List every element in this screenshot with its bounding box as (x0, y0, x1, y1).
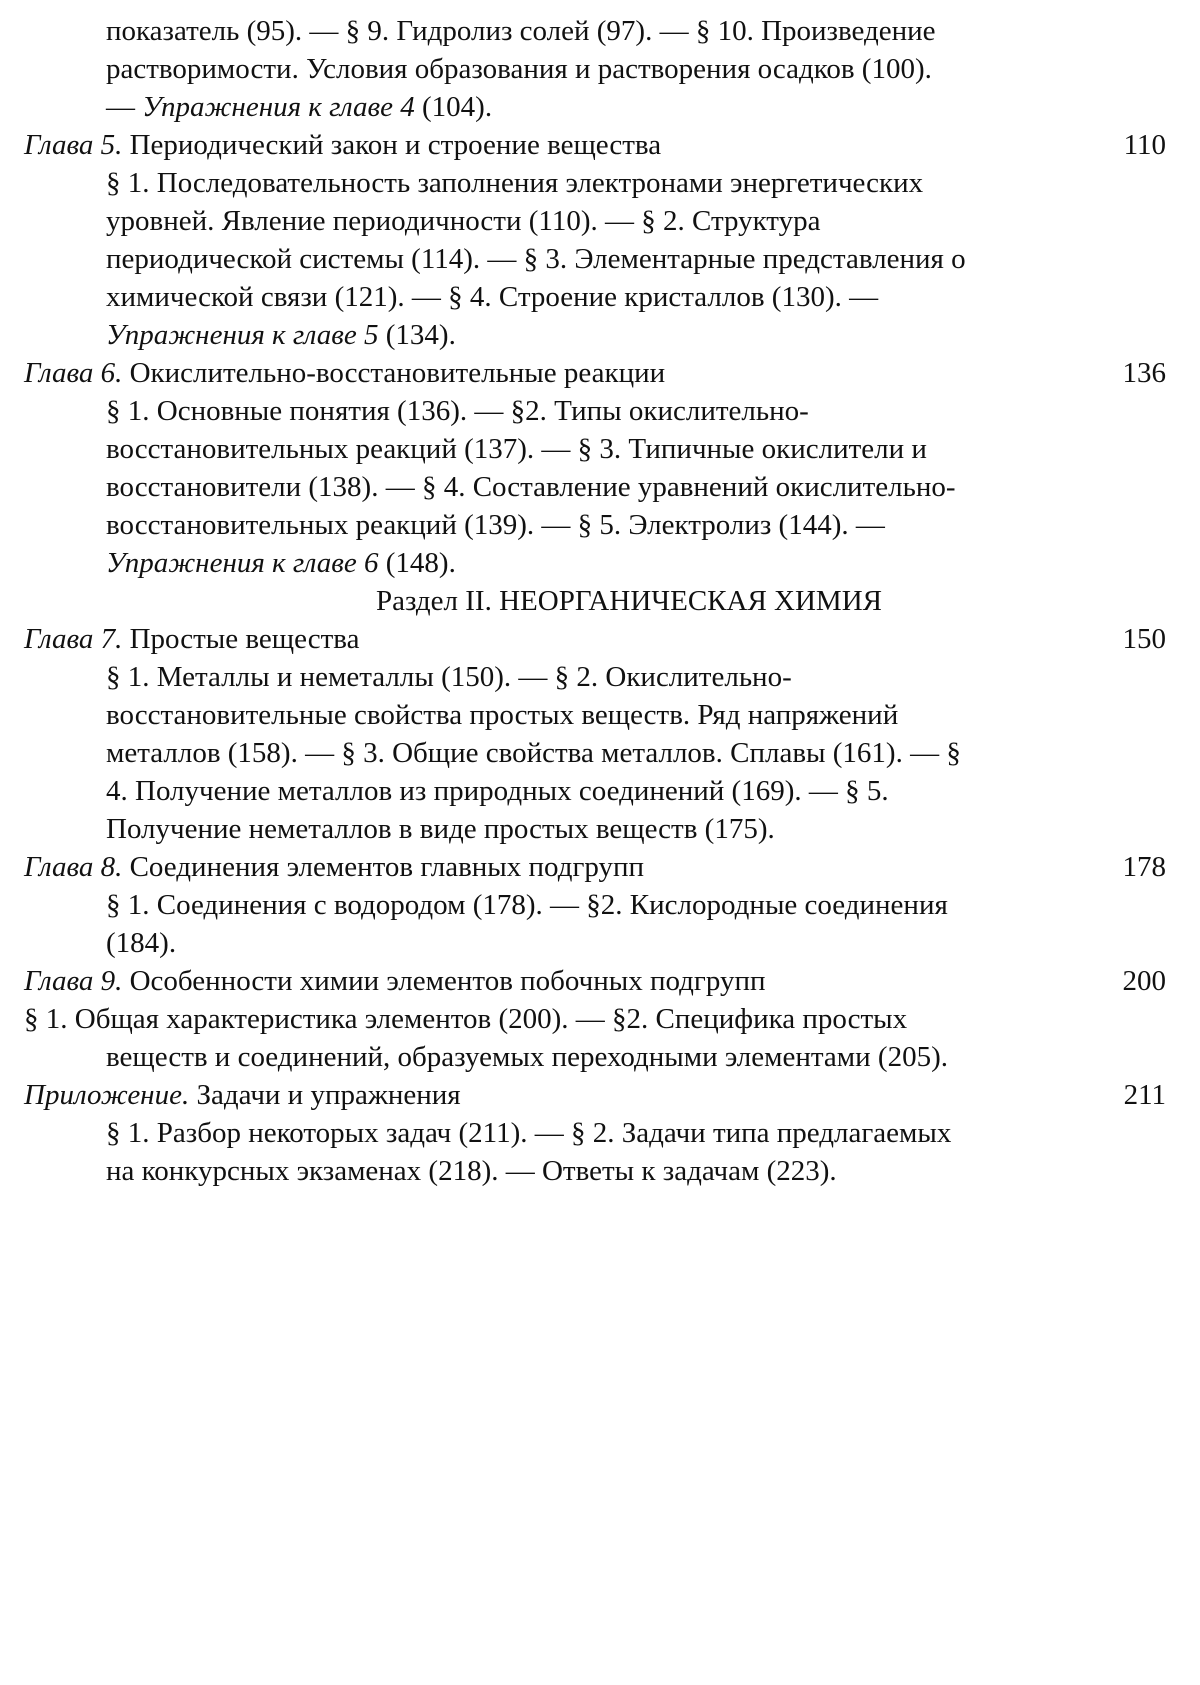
chapter-6-heading (24, 354, 1174, 392)
toc-line: Получение неметаллов в виде простых веществ (175). (106, 813, 775, 845)
toc-line: § 1. Соединения с водородом (178). — §2. Кислородные соединения (106, 889, 948, 921)
chapter-label: Глава 8. (24, 851, 123, 883)
appendix-title: Задачи и упражнения (189, 1079, 461, 1111)
exercise-page: (148). (378, 547, 456, 579)
toc-exercise-line (24, 544, 1174, 582)
chapter-7-heading (24, 620, 1174, 658)
toc-line: металлов (158). — § 3. Общие свойства металлов. Сплавы (161). — § (106, 737, 961, 769)
appendix-label: Приложение. (24, 1079, 190, 1111)
toc-line: химической связи (121). — § 4. Строение кристаллов (130). — (106, 281, 879, 313)
table-of-contents (24, 12, 1174, 1190)
chapter-8-heading (24, 848, 1174, 886)
chapter-5-heading (24, 126, 1174, 164)
chapter-label: Глава 7. (24, 623, 123, 655)
toc-line: § 1. Последовательность заполнения электронами энергетических (106, 167, 924, 199)
chapter-title: Периодический закон и строение вещества (122, 129, 662, 161)
chapter-label: Глава 6. (24, 357, 123, 389)
exercise-label: Упражнения к главе 4 (142, 91, 415, 123)
toc-line: восстановительных реакций (137). — § 3. Типичные окислители и (106, 433, 927, 465)
toc-line: периодической системы (114). — § 3. Элементарные представления о (106, 243, 966, 275)
section-title: Раздел II. НЕОРГАНИЧЕСКАЯ ХИМИЯ (376, 585, 882, 617)
exercise-page: (104). (414, 91, 493, 123)
exercise-label: Упражнения к главе 6 (106, 547, 379, 579)
chapter-title: Окислительно-восстановительные реакции (122, 357, 666, 389)
chapter-9-heading (24, 962, 1174, 1000)
page-number: 200 (1122, 965, 1166, 997)
appendix-heading (24, 1076, 1174, 1114)
toc-line: восстановительных реакций (139). — § 5. Электролиз (144). — (106, 509, 885, 541)
exercise-page: (134). (378, 319, 456, 351)
toc-line: восстановительные свойства простых веществ. Ряд напряжений (106, 699, 899, 731)
toc-line: растворимости. Условия образования и растворения осадков (100). (106, 53, 932, 85)
chapter-title: Соединения элементов главных подгрупп (122, 851, 645, 883)
chapter-title: Особенности химии элементов побочных подгрупп (122, 965, 766, 997)
toc-line: уровней. Явление периодичности (110). — § 2. Структура (106, 205, 821, 237)
toc-line: § 1. Металлы и неметаллы (150). — § 2. Окислительно- (106, 661, 792, 693)
toc-line: 4. Получение металлов из природных соединений (169). — § 5. (106, 775, 889, 807)
chapter-label: Глава 5. (24, 129, 123, 161)
toc-exercise-line (24, 88, 1174, 126)
toc-line: восстановители (138). — § 4. Составление уравнений окислительно- (106, 471, 956, 503)
toc-line: на конкурсных экзаменах (218). — Ответы к задачам (223). (106, 1155, 837, 1187)
page-number: 211 (1123, 1079, 1166, 1111)
chapter-label: Глава 9. (24, 965, 123, 997)
toc-line: показатель (95). — § 9. Гидролиз солей (97). — § 10. Произведение (106, 15, 936, 47)
exercise-label: Упражнения к главе 5 (106, 319, 379, 351)
toc-line: веществ и соединений, образуемых переходными элементами (205). (106, 1041, 948, 1073)
toc-line: § 1. Общая характеристика элементов (200). — §2. Специфика простых (24, 1003, 908, 1035)
page-number: 178 (1122, 851, 1166, 883)
toc-line: § 1. Основные понятия (136). — §2. Типы окислительно- (106, 395, 809, 427)
page-number: 110 (1123, 129, 1166, 161)
page-number: 136 (1122, 357, 1166, 389)
dash: — (106, 91, 143, 123)
toc-exercise-line (24, 316, 1174, 354)
page-number: 150 (1122, 623, 1166, 655)
toc-line: (184). (106, 927, 177, 959)
chapter-title: Простые вещества (122, 623, 360, 655)
toc-line: § 1. Разбор некоторых задач (211). — § 2. Задачи типа предлагаемых (106, 1117, 952, 1149)
